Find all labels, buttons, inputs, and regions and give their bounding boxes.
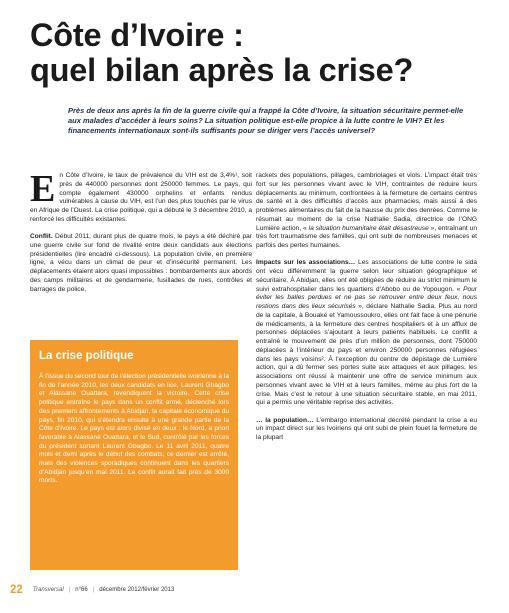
sidebar-box-body: À l’issue du second tour de l’élection présidentielle ivoirienne à la fin de l’année 2010, les deux candidats en lice, Laurent Gbagbo et Alassane Ouattara, revendiquent la victoire. Cette crise politique entraîne le pays dans un conflit armé, déclenché lors des premiers affrontements à Abidjan, la capitale économique du pays, fin 2010, qui s’étendra ensuite à une grande partie de la Côte d’Ivoire. Le pays est alors divisé en deux : le Nord, a priori favorable à Alassane Ouattara, et le Sud, contrôlé par les forces du président sortant Laurent Gbagbo. Le 11 avril 2011, quatre mois et demi après le début des combats, ce dernier est arrêté, mais des violences sporadiques continuent dans les quartiers d’Abidjan jusqu’en mai 2011. Le conflit aurait fait près de 3000 morts. xyxy=(39,373,229,485)
paragraph-intro xyxy=(30,168,252,225)
runin-conflit: Conflit. xyxy=(30,233,53,241)
footer-separator: | xyxy=(68,587,71,593)
page-footer xyxy=(10,583,310,597)
conflit-text: Début 2011, durant plus de quatre mois, le pays a été déchiré par une guerre civile sur fond de rivalité entre deux candidats aux élections présidentielles (lire encadré ci-dessous). La population civile, en première ligne, a vécu dans un climat de peur et d’insécurité permanent. Les déplacements étaient alors quasi impossibles : bombardements aux abords des camps militaires et de gendarmerie, fusillades de rues, contrôles et barrages de police, xyxy=(30,233,252,293)
paragraph-conflit xyxy=(30,233,252,294)
title-line-2: quel bilan après la crise? xyxy=(30,52,414,88)
quote-situation: la situation humanitaire était désastreuse xyxy=(308,224,429,232)
issue-number: n°66 xyxy=(75,587,88,593)
quote-balles: Pour éviter les balles perdues et ne pas se retrouver entre deux feux, nous restions dans des lieux sécurisés xyxy=(256,285,477,311)
footer-separator: | xyxy=(92,587,95,593)
issue-date: décembre 2012/février 2013 xyxy=(99,587,175,593)
continuation-text-2: », entraînant un très fort traumatisme des familles, qui ont subi de nombreuses menaces et parfois des pertes humaines. xyxy=(256,224,477,249)
right-column xyxy=(256,172,477,443)
paragraph-associations xyxy=(256,259,477,408)
magazine-name: Transversal xyxy=(32,587,64,593)
intro-text: n Côte d’Ivoire, le taux de prévalence du VIH est de 3,4%¹, soit près de 440000 personnes dont 250000 femmes. Le pays, qui compte également 430000 orphelins et enfants rendus vulnérables à cause du VIH, est l’un des plus touchés par le virus en Afrique de l’Ouest. La crise politique, qui a débuté le 3 décembre 2010, a renforcé les difficultés existantes. xyxy=(30,172,252,223)
drop-cap: E xyxy=(30,168,56,210)
left-column xyxy=(30,168,252,294)
paragraph-population xyxy=(256,417,477,443)
continuation-text: rackets des populations, pillages, cambriolages et viols. L’impact était très fort sur les personnes vivant avec le VIH, contraintes de réduire leurs déplacements au minimum, confrontées à la fermeture de certains centres de santé et à des difficultés d’accès aux pharmacies, mais aussi à des problèmes alimentaires du fait de la hausse du prix des denrées. Comme le résumait au moment de la crise Nathalie Sadia, directrice de l’ONG Lumière action, « xyxy=(256,172,477,232)
runin-population: … la population… xyxy=(256,416,314,424)
associations-text-2: », déclare Nathalie Sadia. Plus au nord de la capitale, à Bouaké et Yamoussoukro, elles ont fait face à une pénurie de médicaments, à la fermeture des centres hospitaliers et à un afflux de personnes déplacées s’ajoutant à leurs patients habituels. Le conflit a entraîné le mouvement de près d’un million de personnes, dont 750000 déplacées à l’intérieur du pays et environ 250000 personnes réfugiées dans les pays voisins². À l’exception du centre de dépistage de Lumière action, qui a dû fermer ses portes suite aux attaques et aux pillages, les associations ont réussi à maintenir une offre de service minimum aux personnes vivant avec le VIH et à leurs familles, même au plus fort de la crise. Mais c’est le retour à une situation sécuritaire stable, en mai 2011, qui a permis une véritable reprise des activités. xyxy=(256,303,477,407)
sidebar-box-crise-politique xyxy=(30,340,238,570)
paragraph-continuation xyxy=(256,172,477,251)
associations-text: Les associations de lutte contre le sida ont vécu différemment la guerre selon leur situation géographique et sécuritaire. À Abidjan, elles ont été obligées de réduire au strict minimum le suivi extrahospitalier dans les quartiers d’Abobo ou de Yopougon. « xyxy=(256,259,478,293)
population-text: L’embargo international décrété pendant la crise a eu un impact direct sur les Ivoiriens qui ont subi de plein fouet la fermeture de la plupart xyxy=(256,416,477,442)
sidebar-box-title: La crise politique xyxy=(39,350,134,362)
article-lead: Près de deux ans après la fin de la guerre civile qui a frappé la Côte d’Ivoire, la situation sécuritaire permet-elle aux malades d’accéder à leurs soins? La situation politique est-elle propice à la lutte contre le VIH? Et les financements internationaux sont-ils suffisants pour se diriger vers l’accès universel? xyxy=(68,106,464,136)
title-line-1: Côte d’Ivoire : xyxy=(30,17,244,53)
runin-associations: Impacts sur les associations… xyxy=(256,259,356,267)
article-title xyxy=(30,18,490,88)
page-number: 22 xyxy=(10,584,23,596)
